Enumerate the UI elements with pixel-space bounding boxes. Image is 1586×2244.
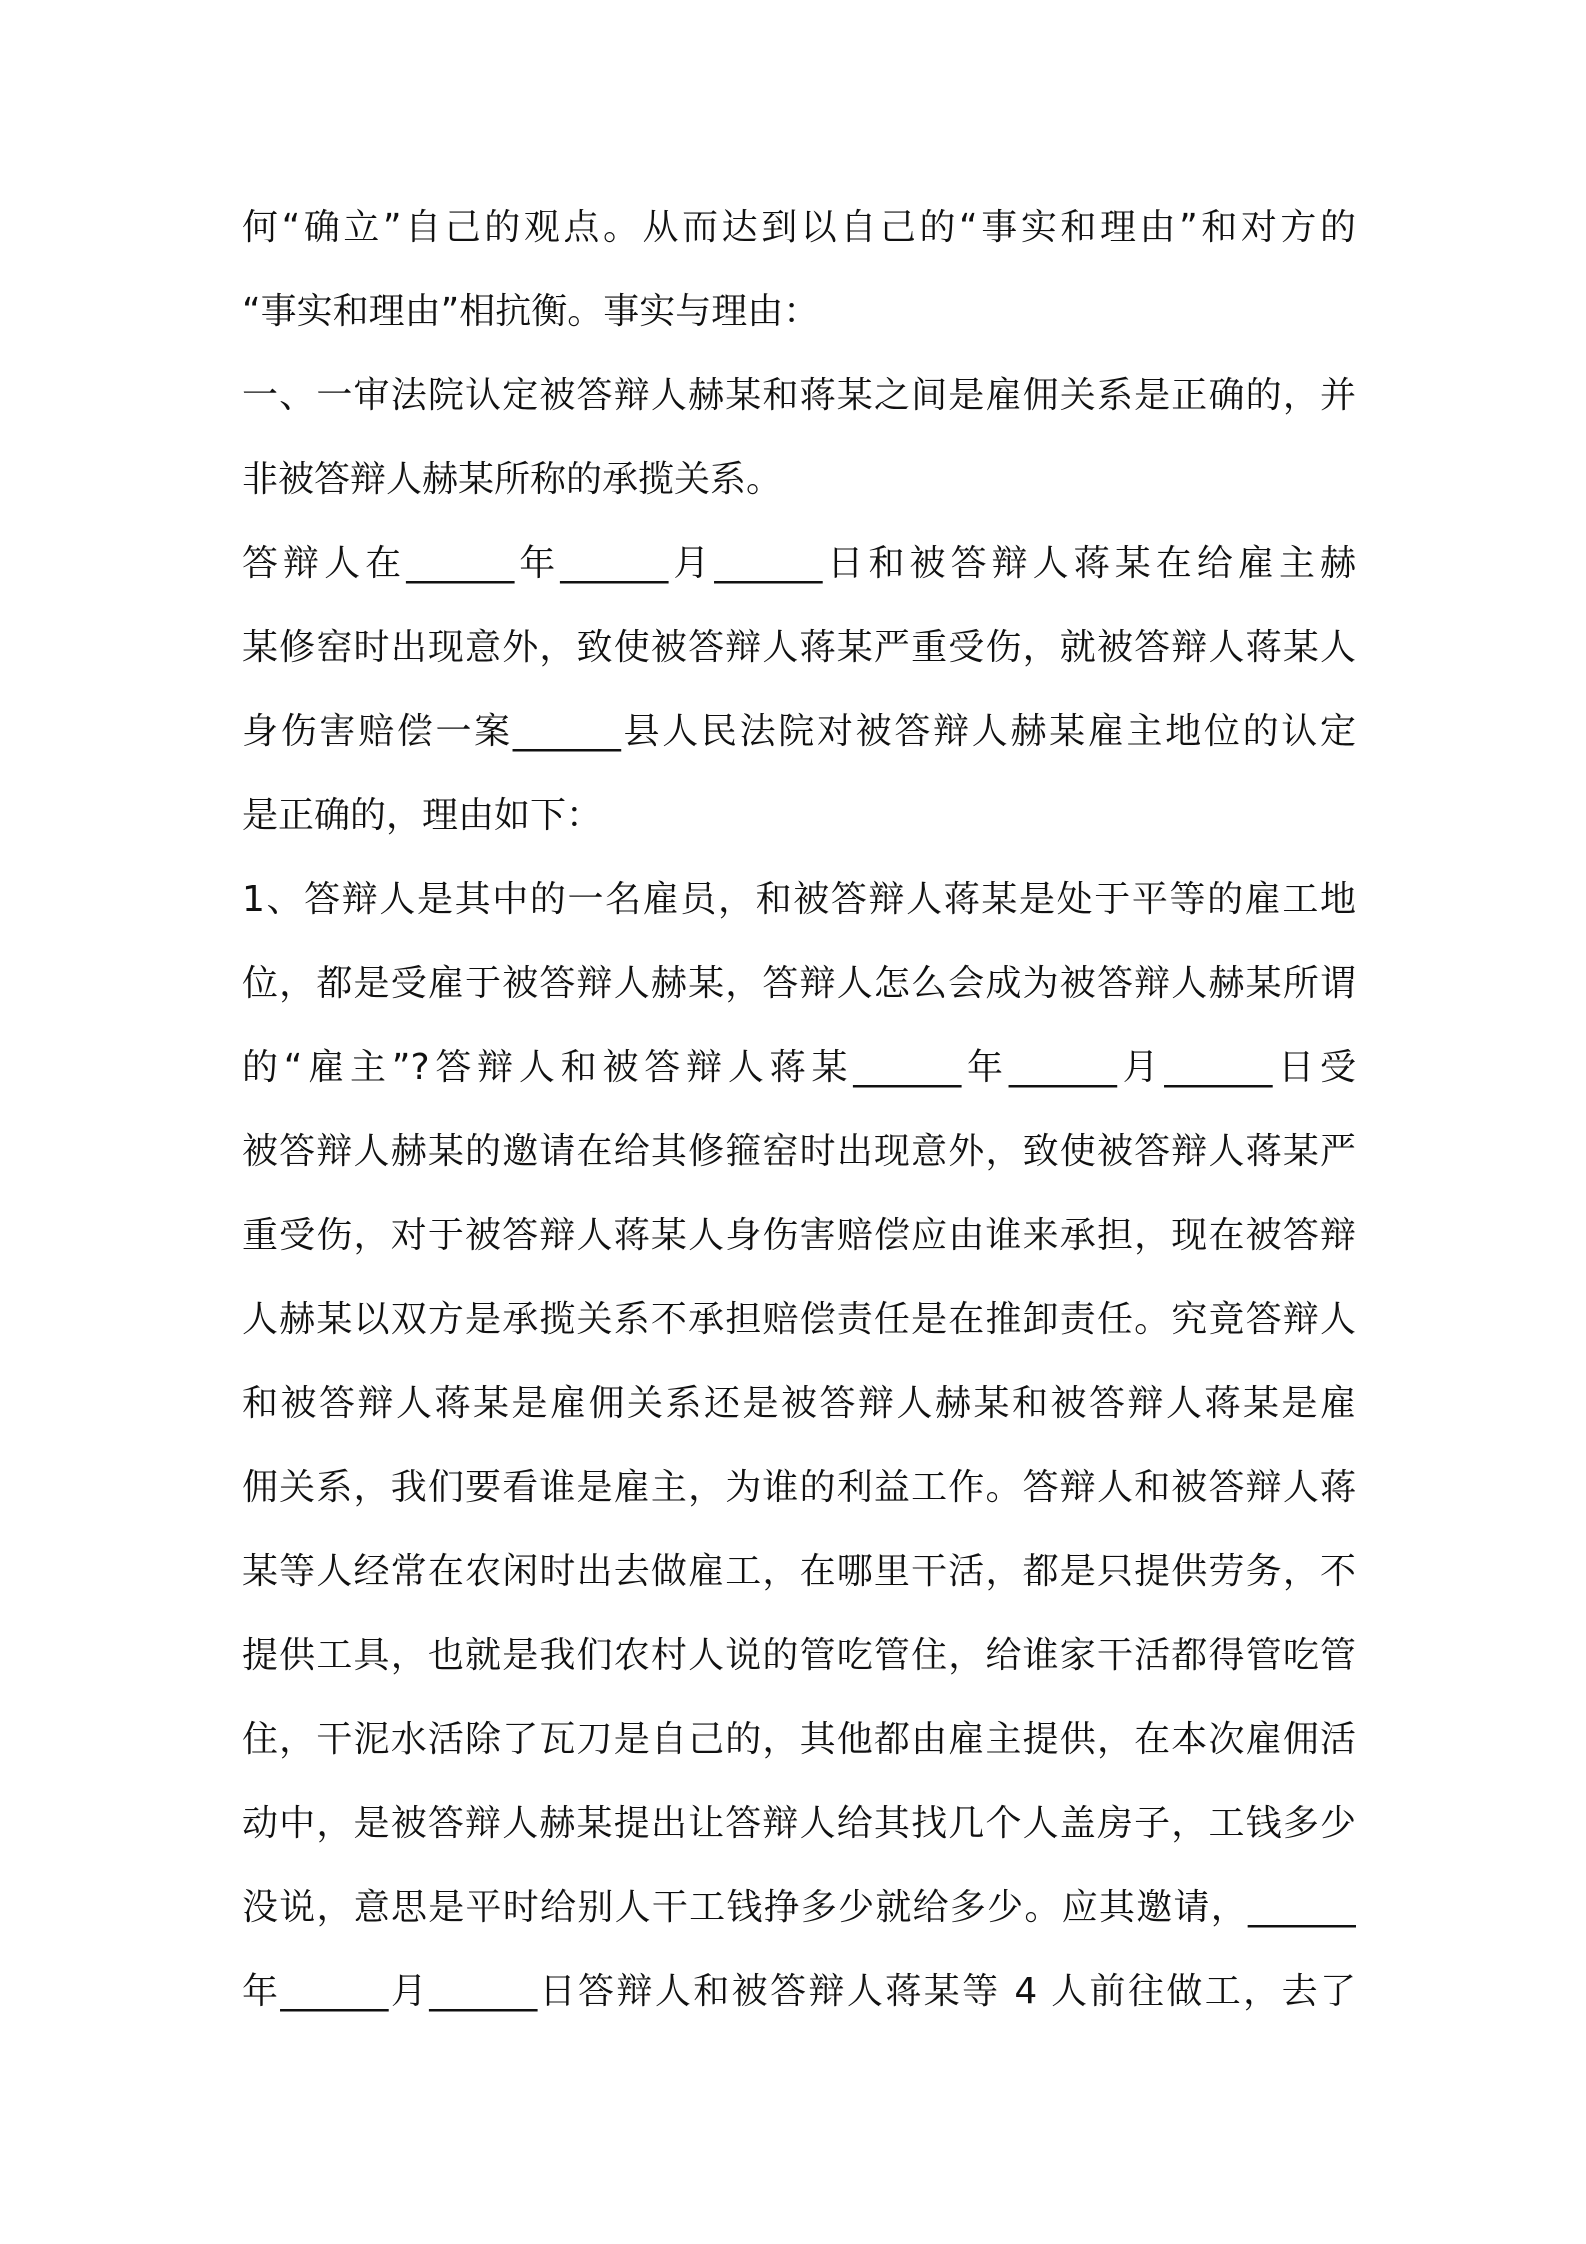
paragraph-continuation xyxy=(242,186,1356,354)
text-line: 动中，是被答辩人赫某提出让答辩人给其找几个人盖房子，工钱多少 xyxy=(242,1803,1356,1844)
text-line: 佣关系，我们要看谁是雇主，为谁的利益工作。答辩人和被答辩人蒋 xyxy=(242,1467,1356,1508)
text-line: 住，干泥水活除了瓦刀是自己的，其他都由雇主提供，在本次雇佣活 xyxy=(242,1719,1356,1760)
paragraph-statement xyxy=(242,522,1356,858)
text-line: 某等人经常在农闲时出去做雇工，在哪里干活，都是只提供劳务，不 xyxy=(242,1551,1356,1592)
document-body xyxy=(242,186,1356,2034)
text-line: 一、一审法院认定被答辩人赫某和蒋某之间是雇佣关系是正确的，并 xyxy=(242,375,1356,416)
text-line: 人赫某以双方是承揽关系不承担赔偿责任是在推卸责任。究竟答辩人 xyxy=(242,1299,1356,1340)
text-line: 年______月______日答辩人和被答辩人蒋某等 4 人前往做工，去了 xyxy=(242,1971,1356,2012)
text-line: 被答辩人赫某的邀请在给其修箍窑时出现意外，致使被答辩人蒋某严 xyxy=(242,1131,1356,1172)
text-line: 位，都是受雇于被答辩人赫某，答辩人怎么会成为被答辩人赫某所谓 xyxy=(242,963,1356,1004)
text-line: 是正确的，理由如下： xyxy=(242,795,603,836)
text-line: 何“确立”自己的观点。从而达到以自己的“事实和理由”和对方的 xyxy=(242,207,1356,248)
text-line: 没说，意思是平时给别人干工钱挣多少就给多少。应其邀请，______ xyxy=(242,1887,1356,1928)
text-line: 身伤害赔偿一案______县人民法院对被答辩人赫某雇主地位的认定 xyxy=(242,711,1356,752)
text-line: 某修窑时出现意外，致使被答辩人蒋某严重受伤，就被答辩人蒋某人 xyxy=(242,627,1356,668)
text-line: 答辩人在______年______月______日和被答辩人蒋某在给雇主赫 xyxy=(242,543,1356,584)
text-line: 和被答辩人蒋某是雇佣关系还是被答辩人赫某和被答辩人蒋某是雇 xyxy=(242,1383,1356,1424)
text-line: 的“雇主”?答辩人和被答辩人蒋某______年______月______日受 xyxy=(242,1047,1356,1088)
paragraph-reason-one xyxy=(242,858,1356,2034)
text-line: 非被答辩人赫某所称的承揽关系。 xyxy=(242,459,783,500)
text-line: 1、答辩人是其中的一名雇员，和被答辩人蒋某是处于平等的雇工地 xyxy=(242,879,1356,920)
section-heading-one xyxy=(242,354,1356,522)
text-line: “事实和理由”相抗衡。事实与理由： xyxy=(242,291,820,332)
text-line: 重受伤，对于被答辩人蒋某人身伤害赔偿应由谁来承担，现在被答辩 xyxy=(242,1215,1356,1256)
text-line: 提供工具，也就是我们农村人说的管吃管住，给谁家干活都得管吃管 xyxy=(242,1635,1356,1676)
